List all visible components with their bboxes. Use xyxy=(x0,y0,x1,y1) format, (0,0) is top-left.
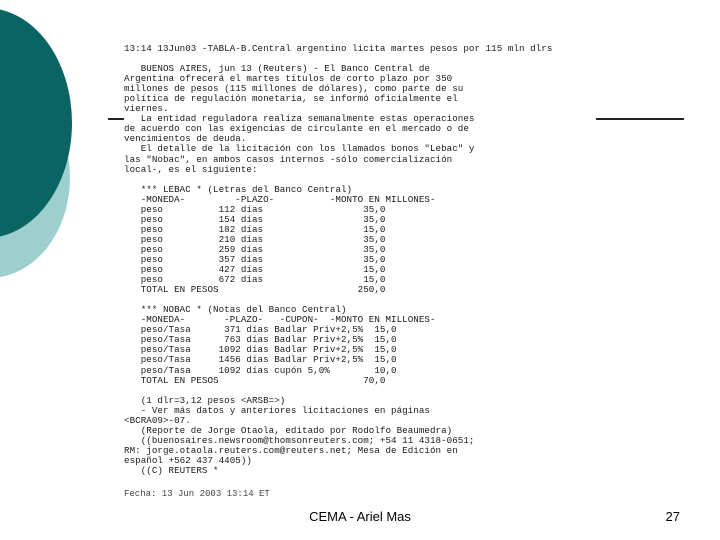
text-line: Argentina ofrecerá el martes títulos de corto plazo por 350 xyxy=(124,73,453,85)
text-line: -MONEDA- -PLAZO- -MONTO EN MILLONES- xyxy=(124,193,436,205)
news-wire-text xyxy=(124,44,594,476)
text-line: política de regulación monetaria, se informó oficialmente el xyxy=(124,93,458,105)
text-line: de acuerdo con las exigencias de circulante en el mercado o de xyxy=(124,123,469,135)
text-line: La entidad reguladora realiza semanalmente estas operaciones xyxy=(124,113,475,125)
text-line: las "Nobac", en ambos casos internos -sólo comercialización xyxy=(124,153,453,165)
text-line: (Reporte de Jorge Otaola, editado por Rodolfo Beaumedra) xyxy=(124,424,453,436)
text-line: peso 182 días 15,0 xyxy=(124,223,386,235)
text-line: 13:14 13Jun03 -TABLA-B.Central argentino licita martes pesos por 115 mln dlrs xyxy=(124,43,553,54)
text-line: peso 357 días 35,0 xyxy=(124,253,386,265)
text-line: -MONEDA- -PLAZO- -CUPON- -MONTO EN MILLONES- xyxy=(124,314,436,326)
footer-author: CEMA - Ariel Mas xyxy=(309,509,411,524)
horizontal-rule-right xyxy=(596,118,684,120)
cut-off-line: Fecha: 13 Jun 2003 13:14 ET xyxy=(124,489,270,499)
text-line: vencimientos de deuda. xyxy=(124,133,247,145)
text-line: (1 dlr=3,12 pesos <ARSB=>) xyxy=(124,394,286,406)
text-line: peso/Tasa 1456 días Badlar Priv+2,5% 15,0 xyxy=(124,354,397,366)
text-line: *** NOBAC * (Notas del Banco Central) xyxy=(124,304,347,316)
text-line: TOTAL EN PESOS 250,0 xyxy=(124,284,386,296)
text-line: El detalle de la licitación con los llamados bonos "Lebac" y xyxy=(124,143,475,155)
text-line: peso 112 días 35,0 xyxy=(124,203,386,215)
page-number: 27 xyxy=(665,509,680,524)
text-line: peso 672 días 15,0 xyxy=(124,274,386,286)
text-line: ((C) REUTERS * xyxy=(124,464,219,476)
text-line: peso 427 días 15,0 xyxy=(124,264,386,276)
text-line: peso 210 días 35,0 xyxy=(124,233,386,245)
text-line: ((buenosaires.newsroom@thomsonreuters.com; +54 11 4318-0651; xyxy=(124,434,475,446)
text-line: RM: jorge.otaola.reuters.com@reuters.net; Mesa de Edición en xyxy=(124,444,458,456)
text-line: peso/Tasa 763 días Badlar Priv+2,5% 15,0 xyxy=(124,334,397,346)
text-line: peso/Tasa 1092 días cupón 5,0% 10,0 xyxy=(124,364,397,376)
text-line: TOTAL EN PESOS 70,0 xyxy=(124,374,386,386)
text-line: español +562 437 4405)) xyxy=(124,454,252,466)
text-line: peso 154 días 35,0 xyxy=(124,213,386,225)
text-line: peso/Tasa 371 días Badlar Priv+2,5% 15,0 xyxy=(124,324,397,336)
text-line: peso/Tasa 1092 días Badlar Priv+2,5% 15,0 xyxy=(124,344,397,356)
text-line: viernes. xyxy=(124,103,169,115)
text-line: millones de pesos (115 millones de dólares), como parte de su xyxy=(124,83,464,95)
text-line: BUENOS AIRES, jun 13 (Reuters) - El Banco Central de xyxy=(124,63,430,75)
text-line: local-, es el siguiente: xyxy=(124,163,258,175)
text-line: - Ver más datos y anteriores licitaciones en páginas xyxy=(124,404,430,416)
text-line: peso 259 días 35,0 xyxy=(124,243,386,255)
horizontal-rule-left xyxy=(108,118,124,120)
text-line: <BCRA09>-07. xyxy=(124,414,191,426)
text-line: *** LEBAC * (Letras del Banco Central) xyxy=(124,183,353,195)
